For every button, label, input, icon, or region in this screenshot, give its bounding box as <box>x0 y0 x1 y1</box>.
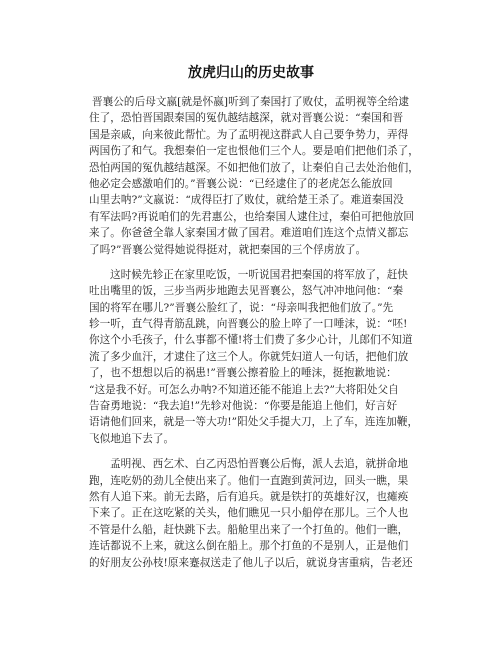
text-line: 吐出嘴里的饭，三步当两步地跑去见晋襄公，怒气冲冲地问他：“秦 <box>89 285 404 298</box>
text-line: 这时候先轸正在家里吃饭，一听说国君把秦国的将军放了，赶快 <box>110 268 409 281</box>
text-line: 语请他们回来，就是一等大功!”阳处父手提大刀，上了车，连连加鞭， <box>89 416 419 429</box>
text-line: 山里去呐?”文嬴说：“成得臣打了败仗，就给楚王杀了。难道秦国没 <box>89 194 404 207</box>
text-line: 然有人追下来。前无去路，后有追兵。就是铁打的英雄好汉，也瘫痪 <box>89 490 409 503</box>
text-line: 了，也不想想以后的祸患!”晋襄公擦着脸上的唾沫，挺抱歉地说： <box>89 367 397 380</box>
paragraph-gap <box>89 258 419 267</box>
text-line: 晋襄公的后母文嬴[就是怀嬴]听到了秦国打了败仗，孟明视等全给逮 <box>92 96 410 108</box>
text-line: 国的将军在哪儿?”晋襄公脸红了，说：“母亲叫我把他们放了。”先 <box>89 301 394 314</box>
text-line: 连话都说不上来，就这么倒在船上。那个打鱼的不是别人，正是他们 <box>89 540 409 553</box>
text-line: 流了多少血汗，才逮住了这三个人。你就凭妇道人一句话，把他们放 <box>89 350 409 363</box>
text-line: 跑，连吃奶的劲儿全使出来了。他们一直跑到黄河边，回头一瞧，果 <box>89 474 409 487</box>
text-line: 飞似地追下去了。 <box>89 432 175 445</box>
text-line: 下来了。正在这吃紧的关头，他们瞧见一只小船停在那儿。三个人也 <box>89 507 409 520</box>
paragraph-3 <box>89 456 419 571</box>
paragraph-1 <box>89 94 419 258</box>
text-line: 的好朋友公孙枝!原来蹇叔送走了他儿子以后，就说身害重病，告老还 <box>89 556 413 569</box>
text-line: 国是亲戚，向来彼此帮忙。为了孟明视这群武人自己要争势力，弄得 <box>89 128 409 141</box>
document-body <box>89 94 419 571</box>
text-line: 轸一听，直气得青筋乱跳，向晋襄公的脸上啐了一口唾沫，说：“呸! <box>89 318 408 331</box>
text-line: 有军法吗?再说咱们的先君惠公，也给秦国人逮住过，秦伯可把他放回 <box>89 210 415 223</box>
text-line: 了吗?”晋襄公觉得她说得挺对，就把秦国的三个俘虏放了。 <box>89 243 367 256</box>
text-line: 两国伤了和气。我想秦伯一定也恨他们三个人。要是咱们把他们杀了， <box>89 145 419 158</box>
text-line: 告奋勇地说：“我去追!”先轸对他说：“你要是能追上他们，好言好 <box>89 400 398 413</box>
text-line: 来了。你爸爸全靠人家秦国才做了国君。难道咱们连这个点情义都忘 <box>89 227 409 240</box>
text-line: “这是我不好。可怎么办呐?不知道还能不能追上去?”大将阳处父自 <box>89 383 399 396</box>
paragraph-gap <box>89 447 419 456</box>
text-line: 不管是什么船，赶快跳下去。船舱里出来了一个打鱼的。他们一瞧， <box>89 523 409 536</box>
text-line: 恐怕两国的冤仇越结越深。不如把他们放了，让秦伯自己去处治他们， <box>89 161 419 174</box>
text-line: 他必定会感激咱们的。”晋襄公说：“已经逮住了的老虎怎么能放回 <box>89 177 393 190</box>
paragraph-2 <box>89 267 419 447</box>
text-line: 住了，恐怕晋国跟秦国的冤仇越结越深，就对晋襄公说：“秦国和晋 <box>89 112 404 125</box>
document-title: 放虎归山的历史故事 <box>188 65 314 81</box>
text-line: 孟明视、西乞术、白乙丙恐怕晋襄公后悔，派人去追，就拼命地 <box>110 458 409 471</box>
text-line: 你这个小毛孩子，什么事都不懂!将士们费了多少心计，儿郎们不知道 <box>89 334 413 347</box>
